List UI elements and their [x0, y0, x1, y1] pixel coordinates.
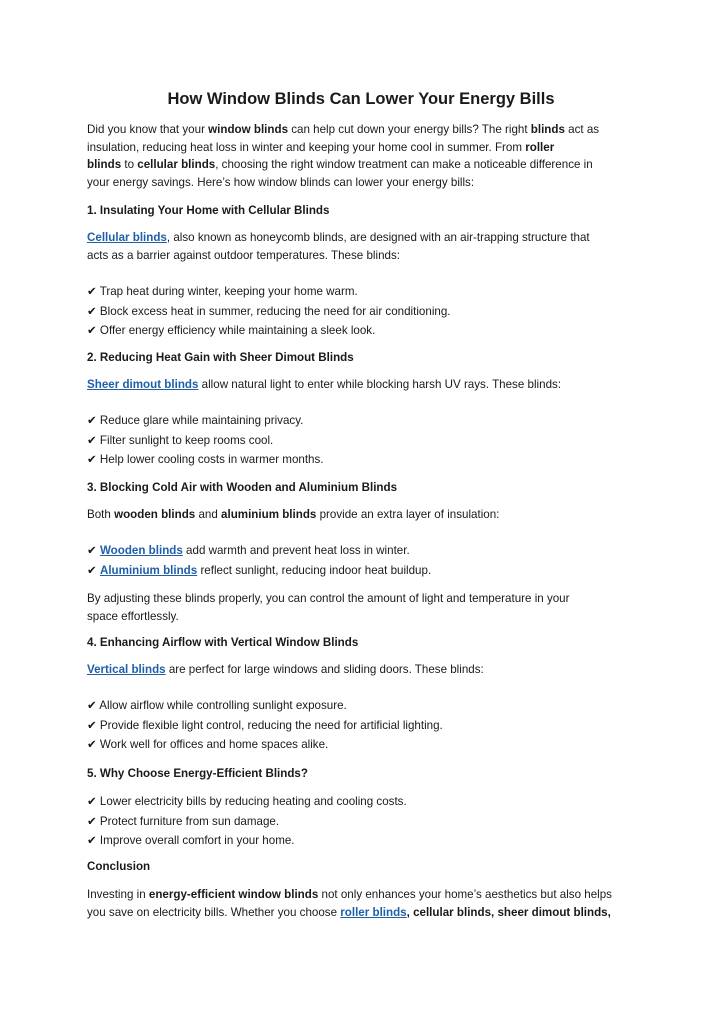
- section-4-paragraph: Vertical blinds are perfect for large windows and sliding doors. These blinds:: [87, 663, 484, 676]
- roller-blinds-link[interactable]: roller blinds: [340, 905, 407, 919]
- list-item: ✔ Lower electricity bills by reducing heating and cooling costs.: [87, 795, 407, 808]
- section-4-list: [87, 697, 635, 754]
- check-icon: ✔: [87, 563, 97, 577]
- conclusion-heading: Conclusion: [87, 860, 151, 873]
- list-item: ✔ Provide flexible light control, reducing the need for artificial lighting.: [87, 718, 443, 732]
- sheer-dimout-blinds-link[interactable]: Sheer dimout blinds: [87, 378, 199, 391]
- wooden-blinds-link[interactable]: Wooden blinds: [99, 544, 183, 557]
- section-3-heading: 3. Blocking Cold Air with Wooden and Aluminium Blinds: [87, 481, 398, 494]
- list-item: ✔ Protect furniture from sun damage.: [87, 814, 280, 828]
- section-2-list: [87, 412, 635, 469]
- section-2-paragraph: Sheer dimout blinds allow natural light to enter while blocking harsh UV rays. These blinds:: [87, 378, 562, 391]
- intro-line-1: Did you know that your window blinds can help cut down your energy bills? The right blinds act as: [87, 123, 600, 136]
- list-item: ✔ Offer energy efficiency while maintaining a sleek look.: [87, 324, 376, 338]
- section-5-heading: 5. Why Choose Energy-Efficient Blinds?: [87, 767, 308, 780]
- section-1-heading: 1. Insulating Your Home with Cellular Blinds: [87, 204, 330, 217]
- cellular-blinds-link[interactable]: Cellular blinds: [87, 231, 167, 244]
- conclusion-paragraph: Investing in energy-efficient window blinds not only enhances your home’s aesthetics but also helps you save on electricity bills. Whether you choose roller blinds, cellular blinds, sheer dimout blinds,: [87, 888, 612, 919]
- intro-line-2: insulation, reducing heat loss in winter and keeping your home cool in summer. From roller: [87, 140, 555, 154]
- section-2-heading: 2. Reducing Heat Gain with Sheer Dimout Blinds: [87, 351, 354, 364]
- section-3-paragraph: Both wooden blinds and aluminium blinds provide an extra layer of insulation:: [87, 508, 500, 521]
- intro-line-3: blinds to cellular blinds, choosing the right window treatment can make a noticeable difference in: [87, 158, 593, 172]
- section-1-paragraph: Cellular blinds, also known as honeycomb blinds, are designed with an air-trapping structure that acts as a barrier against outdoor temperatures. These blinds:: [87, 231, 590, 262]
- list-item: ✔ Filter sunlight to keep rooms cool.: [87, 433, 274, 447]
- list-item: ✔ Help lower cooling costs in warmer months.: [87, 453, 324, 467]
- list-item: ✔ Block excess heat in summer, reducing the need for air conditioning.: [87, 304, 451, 318]
- vertical-blinds-link[interactable]: Vertical blinds: [87, 663, 166, 676]
- list-item: ✔ Reduce glare while maintaining privacy.: [87, 414, 304, 427]
- section-4-heading: 4. Enhancing Airflow with Vertical Window Blinds: [87, 636, 359, 649]
- list-item: ✔ Wooden blinds add warmth and prevent heat loss in winter.: [87, 544, 410, 557]
- page-title: How Window Blinds Can Lower Your Energy Bills: [167, 90, 555, 108]
- intro-paragraph: [87, 121, 635, 191]
- check-icon: ✔: [87, 544, 97, 557]
- list-item: ✔ Aluminium blinds reflect sunlight, reducing indoor heat buildup.: [87, 563, 432, 577]
- list-item: ✔ Work well for offices and home spaces alike.: [87, 738, 329, 752]
- list-item: ✔ Trap heat during winter, keeping your home warm.: [87, 285, 358, 298]
- section-1-list: [87, 283, 635, 340]
- intro-line-4: your energy savings. Here’s how window blinds can lower your energy bills:: [87, 175, 475, 189]
- section-3-list: [87, 542, 635, 579]
- section-5-list: [87, 793, 635, 850]
- list-item: ✔ Allow airflow while controlling sunlight exposure.: [87, 699, 347, 712]
- list-item: ✔ Improve overall comfort in your home.: [87, 834, 295, 848]
- aluminium-blinds-link[interactable]: Aluminium blinds: [99, 563, 198, 577]
- section-3-after-paragraph: By adjusting these blinds properly, you can control the amount of light and temperature in your space effortlessly.: [87, 592, 570, 623]
